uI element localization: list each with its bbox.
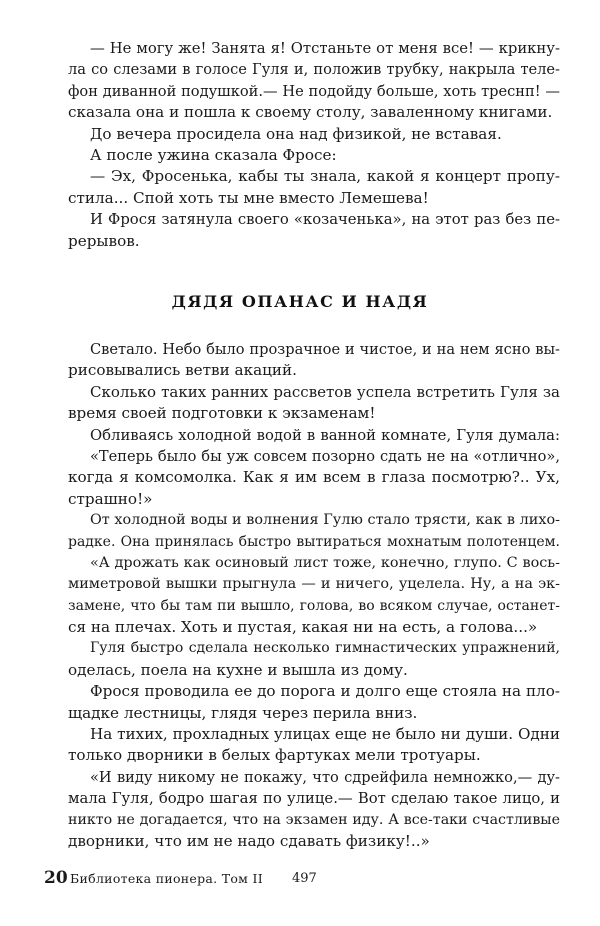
text-line: дворники, что им не надо сдавать физику!..»	[68, 831, 430, 850]
text-line: рисовывались ветви акаций.	[68, 361, 297, 380]
top-paragraphs	[68, 38, 560, 252]
main-paragraphs	[68, 339, 560, 852]
text-line: замене, что бы там пи вышло, голова, во всяком случае, останет-	[68, 597, 560, 614]
text-line: ла со слезами в голосе Гуля и, положив трубку, накрыла теле-	[68, 61, 560, 79]
text-line: время своей подготовки к экзаменам!	[68, 404, 376, 423]
text-line: Светало. Небо было прозрачное и чистое, и на нем ясно вы-	[90, 341, 560, 358]
series-title: Библиотека пионера. Том II	[70, 871, 263, 886]
text-line: стила... Спой хоть ты мне вместо Лемешева!	[68, 188, 429, 207]
text-line: До вечера просидела она над физикой, не вставая.	[90, 124, 502, 143]
text-line: — Эх, Фросенька, кабы ты знала, какой я концерт пропу-	[90, 167, 560, 186]
text-line: Сколько таких ранних рассветов успела встретить Гуля за	[90, 382, 560, 401]
text-line: Обливаясь холодной водой в ванной комнате, Гуля думала:	[90, 426, 560, 444]
text-line: А после ужина сказала Фросе:	[90, 145, 337, 164]
text-line: оделась, поела на кухне и вышла из дому.	[68, 660, 408, 679]
page-footer	[44, 868, 564, 894]
text-line: «Теперь было бы уж совсем позорно сдать не на «отлично»,	[90, 447, 560, 465]
text-line: никто не догадается, что на экзамен иду. А все-таки счастливые	[68, 811, 560, 828]
page-number: 497	[292, 871, 317, 886]
text-line: рерывов.	[68, 231, 140, 250]
text-line: От холодной воды и волнения Гулю стало трясти, как в лихо-	[90, 512, 560, 529]
text-line: И Фрося затянула своего «козаченька», на этот раз без пе-	[90, 211, 560, 229]
text-line: «А дрожать как осиновый лист тоже, конечно, глупо. С вось-	[90, 554, 560, 571]
text-line: страшно!»	[68, 489, 153, 508]
chapter-heading: ДЯДЯ ОПАНАС И НАДЯ	[171, 292, 429, 311]
signature-mark: 20	[44, 868, 68, 888]
text-line: когда я комсомолка. Как я им всем в глаза посмотрю?.. Ух,	[68, 468, 560, 487]
text-line: мала Гуля, бодро шагая по улице.— Вот сделаю такое лицо, и	[68, 790, 560, 808]
text-line: сказала она и пошла к своему столу, заваленному книгами.	[68, 103, 553, 122]
text-line: радке. Она принялась быстро вытираться мохнатым полотенцем.	[68, 533, 560, 550]
text-line: На тихих, прохладных улицах еще не было ни души. Одни	[90, 725, 560, 744]
text-line: миметровой вышки прыгнула — и ничего, уцелела. Ну, а на эк-	[68, 576, 560, 593]
text-line: фон диванной подушкой.— Не подойду больше, хоть треснп! —	[68, 82, 560, 100]
text-line: Гуля быстро сделала несколько гимнастических упражнений,	[90, 640, 560, 657]
text-line: только дворники в белых фартуках мели тротуары.	[68, 746, 481, 765]
text-line: — Не могу же! Занята я! Отстаньте от меня все! — крикну-	[90, 40, 560, 57]
text-line: ся на плечах. Хоть и пустая, какая ни на есть, а голова...»	[68, 618, 538, 637]
text-line: щадке лестницы, глядя через перила вниз.	[68, 703, 418, 722]
text-line: Фрося проводила ее до порога и долго еще стояла на пло-	[90, 682, 560, 701]
text-line: «И виду никому не покажу, что сдрейфила немножко,— ду-	[90, 768, 560, 786]
